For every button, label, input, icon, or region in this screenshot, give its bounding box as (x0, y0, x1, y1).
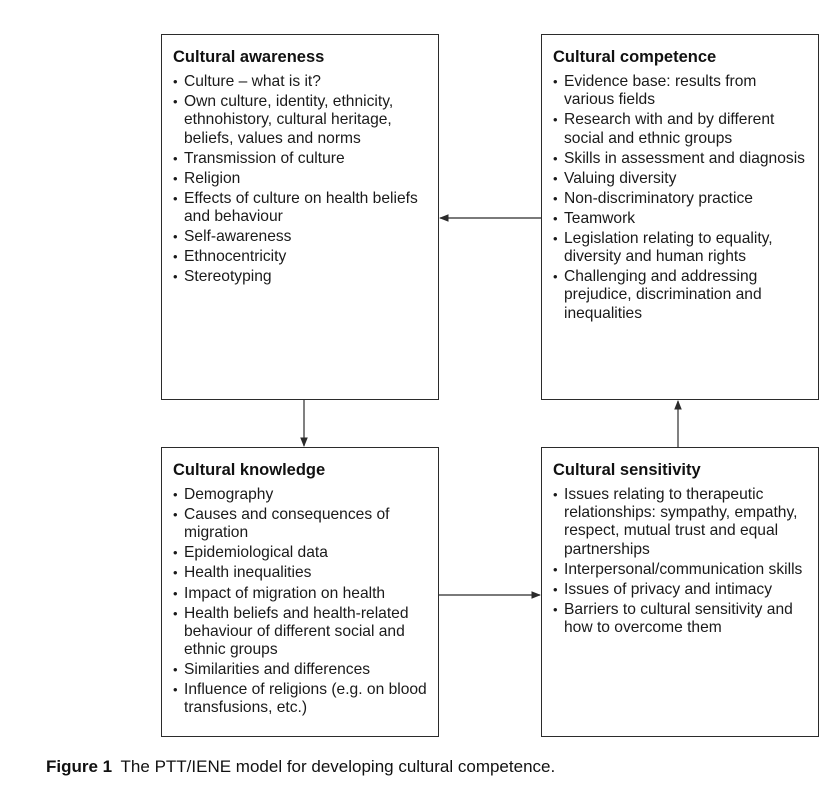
bullet-item: • Issues of privacy and intimacy (553, 581, 808, 599)
bullet-list (553, 486, 808, 637)
box-title: Cultural awareness (173, 48, 325, 66)
figure-label: Figure 1 (46, 757, 113, 776)
cultural-awareness-box (161, 34, 439, 400)
bullet-item: • Legislation relating to equality, diversity and human rights (553, 230, 808, 266)
bullet-item: • Culture – what is it? (173, 73, 428, 91)
bullet-item: • Barriers to cultural sensitivity and how to overcome them (553, 601, 808, 637)
bullet-item: • Health inequalities (173, 564, 428, 582)
bullet-list (173, 73, 428, 286)
bullet-item: • Ethnocentricity (173, 248, 428, 266)
bullet-item: • Epidemiological data (173, 544, 428, 562)
bullet-item: • Evidence base: results from various fields (553, 73, 808, 109)
bullet-item: • Demography (173, 486, 428, 504)
bullet-item: • Skills in assessment and diagnosis (553, 150, 808, 168)
box-title: Cultural sensitivity (553, 461, 701, 479)
bullet-item: • Non-discriminatory practice (553, 190, 808, 208)
box-title: Cultural knowledge (173, 461, 326, 479)
box-title: Cultural competence (553, 48, 717, 66)
bullet-list (553, 73, 808, 323)
bullet-item: • Effects of culture on health beliefs and behaviour (173, 190, 428, 226)
bullet-item: • Influence of religions (e.g. on blood transfusions, etc.) (173, 681, 428, 717)
cultural-sensitivity-box (541, 447, 819, 737)
bullet-item: • Own culture, identity, ethnicity, ethnohistory, cultural heritage, beliefs, values and norms (173, 93, 428, 148)
cultural-knowledge-box (161, 447, 439, 737)
bullet-item: • Transmission of culture (173, 150, 428, 168)
bullet-item: • Impact of migration on health (173, 585, 428, 603)
figure-caption (46, 757, 555, 777)
bullet-item: • Interpersonal/communication skills (553, 561, 808, 579)
bullet-item: • Self-awareness (173, 228, 428, 246)
bullet-item: • Valuing diversity (553, 170, 808, 188)
bullet-item: • Religion (173, 170, 428, 188)
bullet-list (173, 486, 428, 718)
bullet-item: • Causes and consequences of migration (173, 506, 428, 542)
bullet-item: • Similarities and differences (173, 661, 428, 679)
cultural-competence-box (541, 34, 819, 400)
bullet-item: • Teamwork (553, 210, 808, 228)
bullet-item: • Challenging and addressing prejudice, discrimination and inequalities (553, 268, 808, 323)
bullet-item: • Health beliefs and health-related behaviour of different social and ethnic groups (173, 605, 428, 660)
figure-caption-text: The PTT/IENE model for developing cultural competence. (120, 757, 556, 776)
bullet-item: • Research with and by different social and ethnic groups (553, 111, 808, 147)
bullet-item: • Stereotyping (173, 268, 428, 286)
bullet-item: • Issues relating to therapeutic relationships: sympathy, empathy, respect, mutual trust and equal partnerships (553, 486, 808, 559)
